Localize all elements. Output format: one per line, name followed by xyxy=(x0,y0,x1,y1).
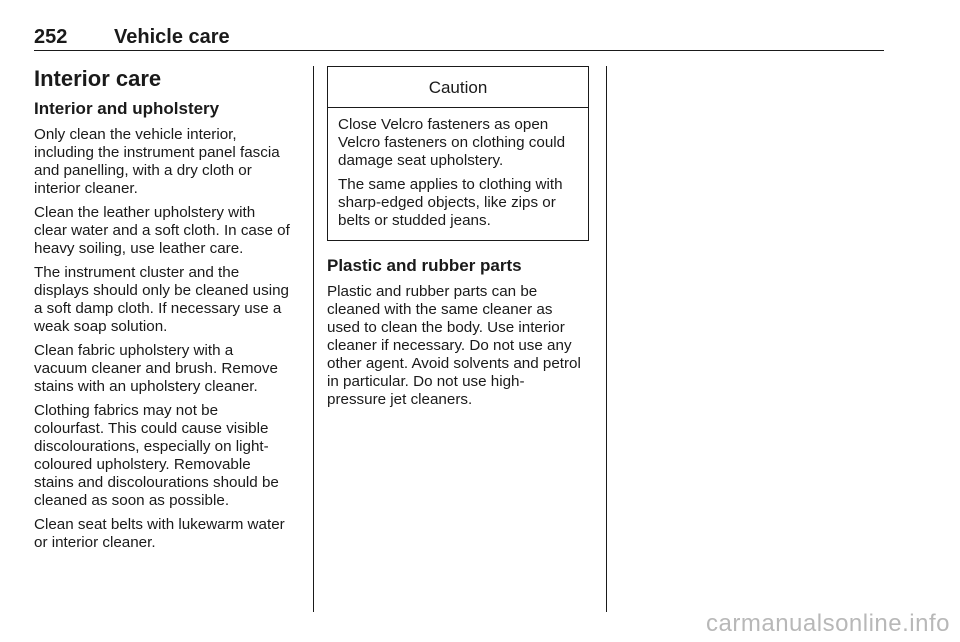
paragraph: Only clean the vehicle interior, including the instrument panel fascia and panelling, with a dry cloth or interior cleaner. xyxy=(34,126,280,197)
caution-paragraph: Close Velcro fasteners as open Velcro fasteners on clothing could damage seat upholstery. xyxy=(338,116,566,169)
site-watermark: carmanualsonline.info xyxy=(706,610,950,637)
paragraph: Clean fabric upholstery with a vacuum cleaner and brush. Remove stains with an upholstery cleaner. xyxy=(34,342,278,395)
paragraph: Plastic and rubber parts can be cleaned with the same cleaner as used to clean the body. Use interior cleaner if necessary. Do not use any other agent. Avoid solvents and petrol in particular. Do not use high- pressure jet cleaners. xyxy=(327,283,581,408)
caution-title: Caution xyxy=(328,67,588,108)
middle-column xyxy=(327,66,593,415)
caution-box xyxy=(327,66,589,241)
page-header xyxy=(34,26,884,51)
column-divider xyxy=(313,66,314,612)
subheading-plastic-rubber: Plastic and rubber parts xyxy=(327,256,522,275)
paragraph: Clean seat belts with lukewarm water or interior cleaner. xyxy=(34,516,285,551)
caution-paragraph: The same applies to clothing with sharp-edged objects, like zips or belts or studded jeans. xyxy=(338,176,563,229)
paragraph: Clean the leather upholstery with clear water and a soft cloth. In case of heavy soiling, use leather care. xyxy=(34,204,290,257)
left-column xyxy=(34,66,300,558)
paragraph: The instrument cluster and the displays should only be cleaned using a soft damp cloth. If necessary use a weak soap solution. xyxy=(34,264,289,335)
caution-body xyxy=(328,108,588,240)
page-heading: Interior care xyxy=(34,66,162,91)
subheading-interior-upholstery: Interior and upholstery xyxy=(34,99,220,118)
paragraph: Clothing fabrics may not be colourfast. This could cause visible discolourations, especially on light- coloured upholstery. Removable stains and discolourations should be cleaned as soon as possible. xyxy=(34,402,279,509)
column-divider xyxy=(606,66,607,612)
page-number: 252 xyxy=(34,26,68,48)
section-title: Vehicle care xyxy=(114,26,230,48)
